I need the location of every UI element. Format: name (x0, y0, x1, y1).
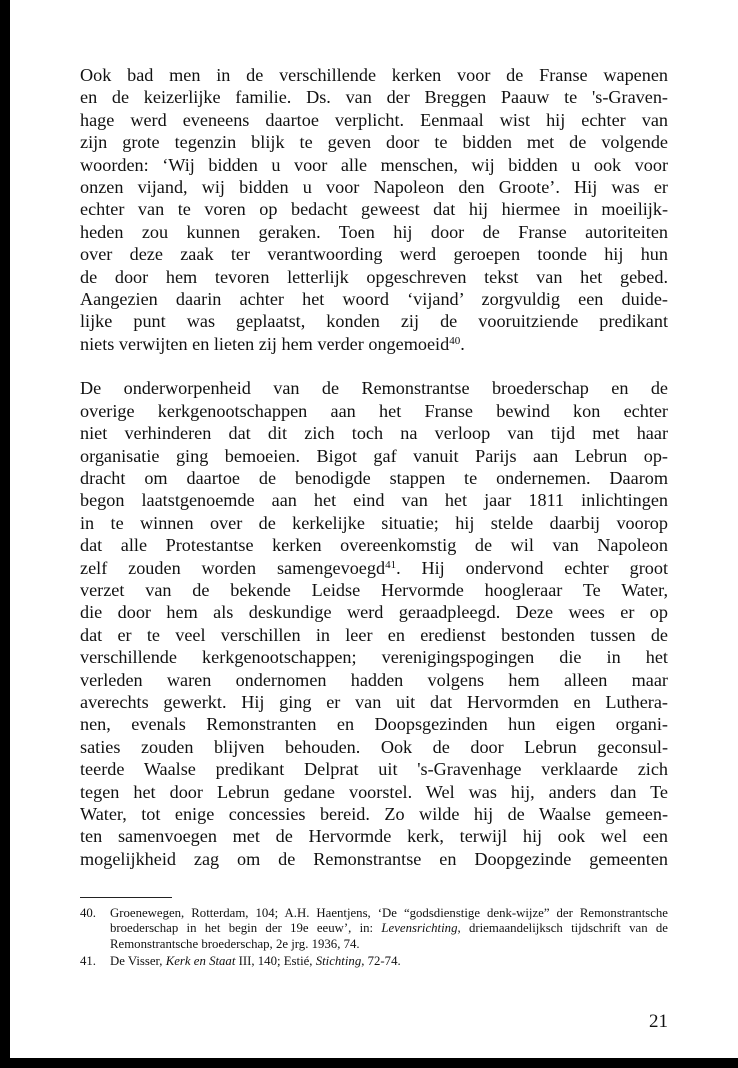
text-line: zijn grote tegenzin blijk te geven door te bidden met de volgende (80, 132, 668, 153)
scan-edge-left (0, 0, 10, 1068)
footnote-number: 41. (80, 954, 96, 969)
page-body (80, 64, 668, 870)
text-line: lijke punt was geplaatst, konden zij de vooruitziende predikant (80, 311, 668, 332)
text-line: dat er te veel verschillen in leer en eredienst bestonden tussen de (80, 624, 668, 645)
footnote-text: Groenewegen, Rotterdam, 104; A.H. Haentjens, ‘De “godsdienstige denk-wijze” der Remonstrantsche broederschap in het begin der 19e eeuw’, in: Levensrichting, driemaandelijksch tijdschrift van de Remonstrantsche broederschap, 2e jrg. 1936, 74. (110, 906, 668, 951)
footnotes (80, 906, 668, 970)
text-line: dat alle Protestantse kerken overeenkomstig de wil van Napoleon (80, 535, 668, 556)
text-line: begon laatstgenoemde aan het eind van het jaar 1811 inlichtingen (80, 490, 668, 511)
text-line: woorden: ‘Wij bidden u voor alle menschen, wij bidden u ook voor (80, 154, 668, 175)
footnote-41 (80, 954, 668, 969)
text-line: in te winnen over de kerkelijke situatie; hij stelde daarbij voorop (80, 512, 668, 533)
footnote-rule (80, 897, 172, 898)
text-line: saties zouden blijven behouden. Ook de door Lebrun geconsul- (80, 736, 668, 757)
text-line: dracht om daartoe de benodigde stappen te ondernemen. Daarom (80, 467, 668, 488)
text-line: over deze zaak ter verantwoording werd geroepen toonde hij hun (80, 244, 668, 265)
text-line: verleden waren ondernomen hadden volgens hem alleen maar (80, 669, 668, 690)
text-line: Ook bad men in de verschillende kerken voor de Franse wapenen (80, 65, 668, 85)
text-line: hage werd eveneens daartoe verplicht. Eenmaal wist hij echter van (80, 109, 668, 130)
paragraph-2 (80, 377, 668, 870)
text-line: heden zou kunnen geraken. Toen hij door de Franse autoriteiten (80, 221, 668, 242)
footnote-text: De Visser, Kerk en Staat III, 140; Estié, Stichting, 72-74. (110, 954, 401, 969)
footnote-40 (80, 906, 668, 952)
footnote-ref: 41 (385, 558, 397, 571)
text-line: overige kerkgenootschappen aan het Franse bewind kon echter (80, 400, 668, 421)
text-line: De onderworpenheid van de Remonstrantse broederschap en de (80, 378, 668, 399)
paragraph-1 (80, 64, 668, 355)
text-line: niets verwijten en lieten zij hem verder ongemoeid$^{40}$. (80, 333, 465, 354)
text-line: de door hem tevoren letterlijk opgeschreven tekst van het gebed. (80, 266, 668, 287)
text-line: echter van te voren op bedacht geweest dat hij hiermee in moeilijk- (80, 199, 668, 220)
text-line: onzen vijand, wij bidden u voor Napoleon den Groote’. Hij was er (80, 177, 668, 198)
text-line: mogelijkheid zag om de Remonstrantse en Doopgezinde gemeenten (80, 848, 668, 869)
scan-edge-bottom (0, 1058, 738, 1068)
text-line: niet verhinderen dat dit zich toch na verloop van tijd met haar (80, 423, 668, 444)
text-line: die door hem als deskundige werd geraadpleegd. Deze wees er op (80, 602, 668, 623)
text-line: en de keizerlijke familie. Ds. van der Breggen Paauw te 's-Graven- (80, 87, 668, 108)
text-line: verzet van de bekende Leidse Hervormde hoogleraar Te Water, (80, 579, 668, 600)
text-line: teerde Waalse predikant Delprat uit 's-Gravenhage verklaarde zich (80, 759, 668, 780)
footnote-number: 40. (80, 906, 96, 920)
text-line: averechts gewerkt. Hij ging er van uit dat Hervormden en Luthera- (80, 691, 668, 712)
page-number: 21 (649, 1011, 668, 1032)
text-line: Aangezien daarin achter het woord ‘vijand’ zorgvuldig een duide- (80, 289, 668, 310)
footnote-ref: 40 (449, 334, 461, 347)
text-line: organisatie ging bemoeien. Bigot gaf vanuit Parijs aan Lebrun op- (80, 445, 668, 466)
text-line: tegen het door Lebrun gedane voorstel. Wel was hij, anders dan Te (80, 781, 668, 802)
text-line: zelf zouden worden samengevoegd$^{41}$. Hij ondervond echter groot (80, 557, 668, 578)
text-line: verschillende kerkgenootschappen; verenigingspogingen die in het (80, 647, 668, 668)
text-line: Water, tot enige concessies bereid. Zo wilde hij de Waalse gemeen- (80, 804, 668, 824)
text-line: nen, evenals Remonstranten en Doopsgezinden hun eigen organi- (80, 714, 668, 735)
text-line: ten samenvoegen met de Hervormde kerk, terwijl hij ook wel een (80, 826, 668, 847)
